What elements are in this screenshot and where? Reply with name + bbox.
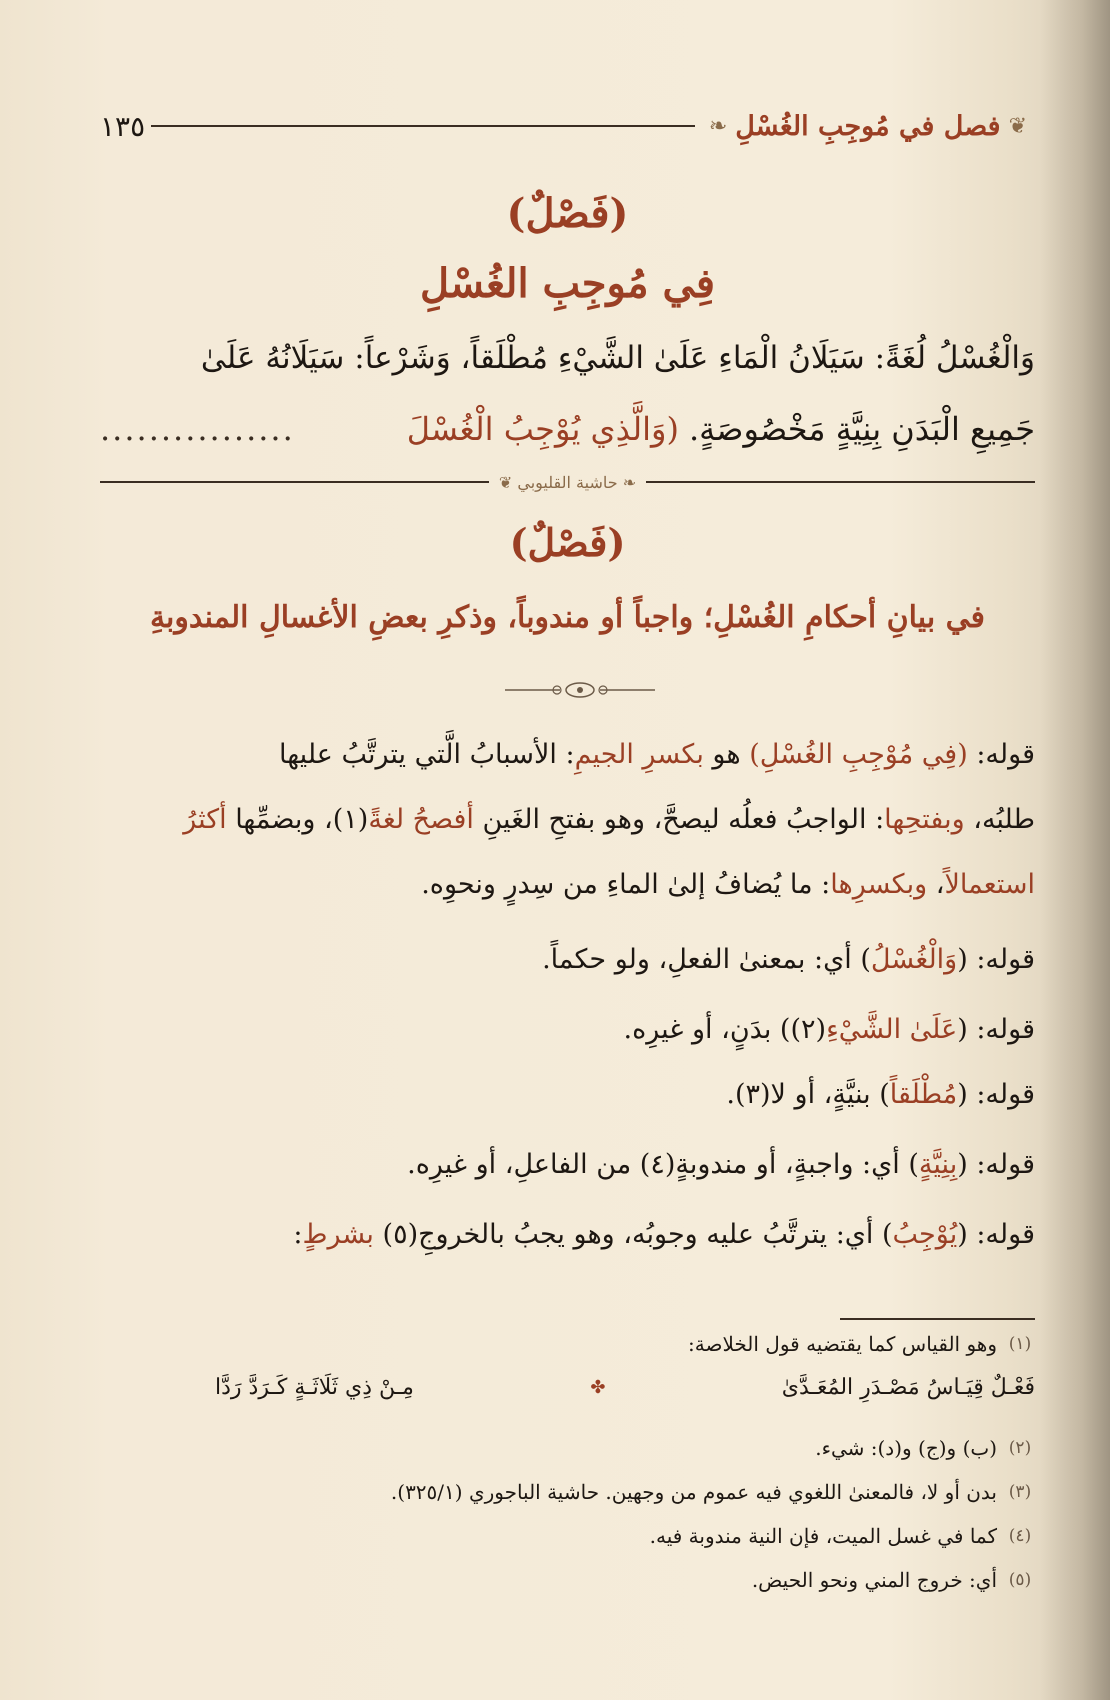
hashiya-text: : ما يُضافُ إلىٰ الماءِ من سِدرٍ ونحوِه. [421,869,831,900]
hashiya-lemma: وبفتحِها [884,804,965,835]
hashiya-text: (١)، وبضمِّها [226,804,369,835]
matn-subheading: فِي مُوجِبِ الغُسْلِ [420,260,715,307]
footnote-1 [150,1332,1035,1356]
spine-shadow [1040,0,1110,1700]
hashiya-text: (٢)) بدَنٍ، أو غيرِه. [623,1014,827,1045]
hashiya-line [100,940,1035,980]
footnote-text: (ب) و(ج) و(د): شيء. [815,1436,997,1460]
hashiya-lemma: يُوْجِبُ [892,1219,958,1250]
hashiya-subheading: في بيانِ أحكامِ الغُسْلِ؛ واجباً أو مندوباً، وذكرِ بعضِ الأغسالِ المندوبةِ [149,600,986,635]
footnote-2 [150,1436,1035,1460]
hashiya-text: قوله: ( [957,944,1035,975]
footnote-text: بدن أو لا، فالمعنىٰ اللغوي فيه عموم من وجهين. حاشية الباجوري (٣٢٥/١). [390,1480,997,1504]
hashiya-text: : الأسبابُ الَّتي يترتَّبُ عليها [279,739,575,770]
footnote-5 [150,1568,1035,1592]
hashiya-text: قوله: ( [957,1079,1035,1110]
verse-first-half: فَعْـلٌ قِيَـاسُ مَصْـدَرِ المُعَـدَّىٰ [781,1375,1035,1400]
matn-line-2-text: جَمِيعِ الْبَدَنِ بِنِيَّةٍ مَخْصُوصَةٍ. [688,410,1035,448]
hashiya-lemma: بِنِيَّةٍ [918,1149,958,1180]
running-header-title: فصل في مُوجِبِ الغُسْلِ [735,110,1001,142]
hashiya-lemma: أكثرُ [183,804,227,835]
hashiya-heading: (فَصْلٌ) [509,520,626,565]
verse-separator-icon: ✤ [590,1377,606,1398]
hashiya-text: ) أي: بمعنىٰ الفعلِ، ولو حكماً. [542,944,871,975]
hashiya-line [100,1215,1035,1255]
divider-label: ❧ حاشية القليوبي ❦ [498,472,637,492]
hashiya-text: ) أي: يترتَّبُ عليه وجوبُه، وهو يجبُ بالخروجِ(٥) [373,1219,893,1250]
matn-dots: ................ [100,410,295,448]
hashiya-lemma: استعمالاً [944,869,1035,900]
matn-line-1 [100,340,1035,376]
footnote-number: (٣) [1008,1482,1032,1502]
hashiya-text: قوله: ( [957,1014,1035,1045]
hashiya-lemma: بكسرِ الجيمِ [574,739,704,770]
matn-heading: (فَصْلٌ) [506,190,629,237]
hashiya-line [100,865,1035,905]
hashiya-text: : الواجبُ فعلُه ليصحَّ، وهو بفتحِ الغَينِ [473,804,885,835]
hashiya-text: : [293,1219,303,1250]
hashiya-line [100,735,1035,775]
hashiya-text: ، [927,869,945,900]
footnote-text: كما في غسل الميت، فإن النية مندوبة فيه. [649,1524,997,1548]
hashiya-lemma: عَلَىٰ الشَّيْءِ [826,1014,958,1045]
header-ornament-icon: ❦ [1008,113,1027,139]
header-rule [151,125,695,127]
hashiya-divider [100,470,1035,494]
divider-rule [646,481,1035,483]
hashiya-text: ) بنيَّةٍ، أو لا(٣). [726,1079,890,1110]
hashiya-line [100,1010,1035,1050]
hashiya-line [100,800,1035,840]
footnote-number: (٥) [1008,1570,1032,1590]
hashiya-text: قوله: ( [957,1219,1035,1250]
hashiya-lemma: بشرطٍ [302,1219,374,1250]
hashiya-text: قوله: ( [957,1149,1035,1180]
ornament-divider-icon [505,678,655,702]
footnote-separator [840,1318,1035,1320]
hashiya-text: طلبُه، [964,804,1035,835]
footnote-text: أي: خروج المني ونحو الحيض. [751,1568,997,1592]
footnote-verse [215,1375,1035,1400]
matn-line-1-text: وَالْغُسْلُ لُغَةً: سَيَلَانُ الْمَاءِ عَلَىٰ الشَّيْءِ مُطْلَقاً، وَشَرْعاً: سَيَلَانُهُ عَلَىٰ [200,340,1035,376]
hashiya-lemma: (فِي مُوْجِبِ الغُسْلِ) [749,739,968,770]
header-ornament-icon: ❧ [708,113,728,139]
footnote-3 [150,1480,1035,1504]
running-header [100,106,1035,146]
matn-line-2-red: (وَالَّذِي يُوْجِبُ الْغُسْلَ [406,410,679,448]
hashiya-lemma: وبكسرِها [830,869,928,900]
footnote-4 [150,1524,1035,1548]
hashiya-text: هو [703,739,750,770]
hashiya-lemma: أفصحُ لغةً [368,804,474,835]
hashiya-lemma: وَالْغُسْلُ [870,944,958,975]
hashiya-text: ) أي: واجبةٍ، أو مندوبةٍ(٤) من الفاعلِ، أو غيرِه. [407,1149,919,1180]
hashiya-text: قوله: [967,739,1035,770]
hashiya-line [100,1145,1035,1185]
footnote-text: وهو القياس كما يقتضيه قول الخلاصة: [688,1332,997,1356]
page-number: ١٣٥ [100,109,146,143]
footnote-number: (١) [1008,1334,1032,1354]
verse-second-half: مِـنْ ذِي ثَلَاثَـةٍ كَـرَدَّ رَدَّا [215,1375,414,1400]
hashiya-lemma: مُطْلَقاً [889,1079,958,1110]
hashiya-line [100,1075,1035,1115]
footnote-number: (٤) [1008,1526,1032,1546]
matn-line-2 [100,410,1035,448]
divider-rule [100,481,489,483]
footnote-number: (٢) [1008,1438,1032,1458]
